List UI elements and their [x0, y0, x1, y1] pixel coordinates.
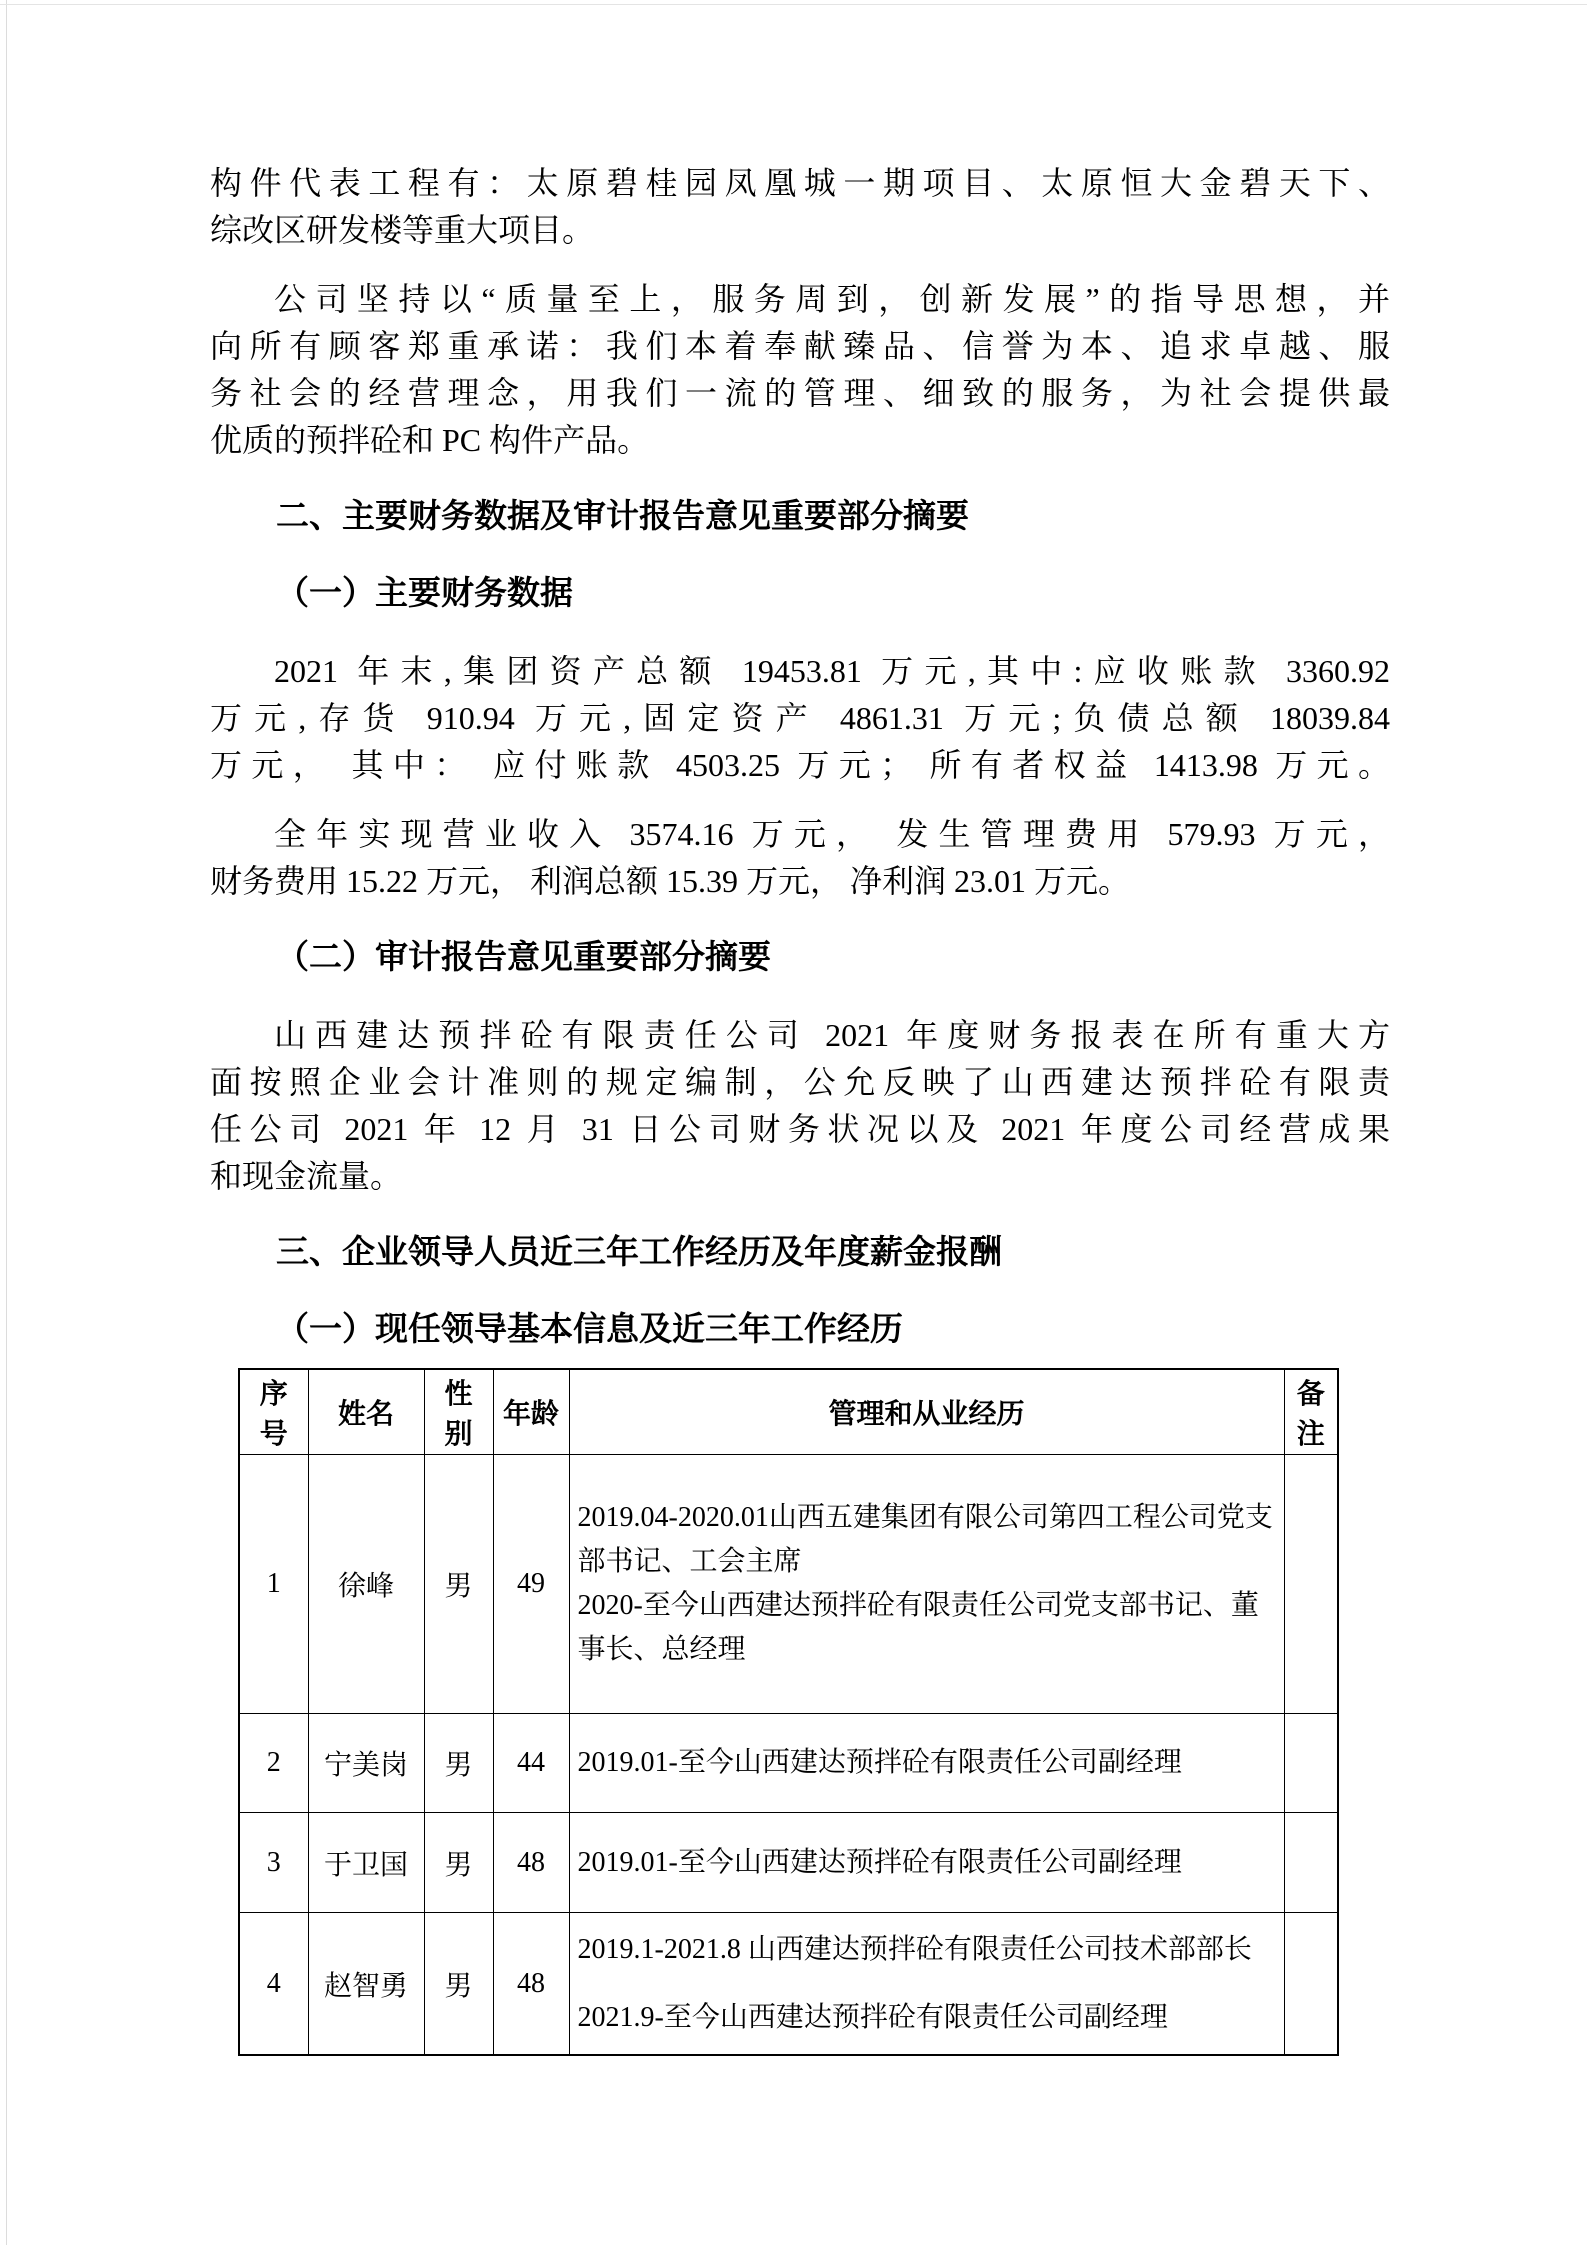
table-cell-note	[1284, 1455, 1338, 1714]
paragraph-line: 财务费用 15.22 万元， 利润总额 15.39 万元， 净利润 23.01 万元。	[210, 863, 1131, 899]
table-cell-experience	[569, 1714, 1284, 1813]
table-cell-age: 49	[493, 1455, 569, 1714]
experience-line: 2019.1-2021.8 山西建达预拌砼有限责任公司技术部部长	[577, 1933, 1252, 1965]
table-row	[239, 1455, 1338, 1714]
table-header-cell: 年龄	[493, 1369, 569, 1455]
table-cell-seq: 4	[239, 1913, 308, 2056]
table-header-cell: 性别	[424, 1369, 493, 1455]
document-body	[210, 160, 1390, 2056]
leaders-table-head	[239, 1369, 1338, 1455]
body-paragraph	[210, 648, 1390, 789]
body-paragraph	[210, 811, 1390, 905]
table-cell-gender: 男	[424, 1714, 493, 1813]
scan-edge-artifact	[6, 0, 7, 2245]
table-cell-age: 48	[493, 1813, 569, 1913]
paragraph-line: 向所有顾客郑重承诺：我们本着奉献臻品、信誉为本、追求卓越、服	[210, 328, 1390, 364]
paragraph-line: 任公司 2021 年 12 月 31 日公司财务状况以及 2021 年度公司经营成果	[210, 1111, 1390, 1147]
table-cell-note	[1284, 1714, 1338, 1813]
paragraph-line: 全年实现营业收入 3574.16 万元， 发生管理费用 579.93 万元，	[274, 816, 1390, 852]
table-cell-seq: 3	[239, 1813, 308, 1913]
paragraph-line: 面按照企业会计准则的规定编制，公允反映了山西建达预拌砼有限责	[210, 1064, 1390, 1100]
section-heading: （一）主要财务数据	[276, 576, 573, 612]
table-cell-gender: 男	[424, 1813, 493, 1913]
table-row	[239, 1813, 1338, 1913]
paragraph-line: 和现金流量。	[210, 1158, 403, 1194]
section-heading: （二）审计报告意见重要部分摘要	[276, 940, 771, 976]
table-cell-gender: 男	[424, 1455, 493, 1714]
body-paragraph	[210, 1012, 1390, 1200]
body-paragraph	[210, 160, 1390, 254]
table-row	[239, 1913, 1338, 2056]
paragraph-line: 万元， 其中： 应付账款 4503.25 万元； 所有者权益 1413.98 万元。	[210, 747, 1390, 783]
table-cell-name: 徐峰	[308, 1455, 424, 1714]
document-text-blocks	[210, 160, 1390, 1354]
section-heading: 三、企业领导人员近三年工作经历及年度薪金报酬	[276, 1235, 1002, 1271]
experience-line: 2020-至今山西建达预拌砼有限责任公司党支部书记、董事长、总经理	[577, 1590, 1259, 1665]
experience-line: 2019.01-至今山西建达预拌砼有限责任公司副经理	[577, 1846, 1182, 1878]
experience-line: 2019.01-至今山西建达预拌砼有限责任公司副经理	[577, 1747, 1182, 1778]
table-cell-gender: 男	[424, 1913, 493, 2056]
table-cell-seq: 2	[239, 1714, 308, 1813]
table-cell-experience	[569, 1813, 1284, 1913]
paragraph-line: 公司坚持以“质量至上，服务周到，创新发展”的指导思想，并	[274, 281, 1390, 317]
table-cell-experience	[569, 1455, 1284, 1714]
leaders-table	[238, 1368, 1339, 2056]
experience-line: 2021.9-至今山西建达预拌砼有限责任公司副经理	[577, 2001, 1168, 2033]
table-header-cell: 序号	[239, 1369, 308, 1455]
paragraph-line: 务社会的经营理念，用我们一流的管理、细致的服务，为社会提供最	[210, 375, 1390, 411]
scan-edge-artifact	[0, 4, 1587, 5]
table-cell-note	[1284, 1913, 1338, 2056]
paragraph-line: 构件代表工程有：太原碧桂园凤凰城一期项目、太原恒大金碧天下、	[210, 165, 1390, 201]
table-cell-seq: 1	[239, 1455, 308, 1714]
body-paragraph	[210, 276, 1390, 464]
table-cell-name: 赵智勇	[308, 1913, 424, 2056]
paragraph-line: 优质的预拌砼和 PC 构件产品。	[210, 422, 650, 458]
paragraph-line: 万元,存货 910.94 万元,固定资产 4861.31 万元;负债总额 18039.84	[210, 700, 1390, 736]
section-heading: 二、主要财务数据及审计报告意见重要部分摘要	[276, 499, 969, 535]
table-cell-name: 于卫国	[308, 1813, 424, 1913]
leaders-table-body	[239, 1455, 1338, 2056]
experience-line: 2019.04-2020.01山西五建集团有限公司第四工程公司党支部书记、工会主席	[577, 1502, 1273, 1577]
table-header-cell: 备注	[1284, 1369, 1338, 1455]
table-header-cell: 管理和从业经历	[569, 1369, 1284, 1455]
paragraph-line: 山西建达预拌砼有限责任公司 2021 年度财务报表在所有重大方	[274, 1017, 1390, 1053]
table-header-row	[239, 1369, 1338, 1455]
table-cell-name: 宁美岗	[308, 1714, 424, 1813]
table-cell-note	[1284, 1813, 1338, 1913]
table-cell-age: 44	[493, 1714, 569, 1813]
table-row	[239, 1714, 1338, 1813]
section-heading: （一）现任领导基本信息及近三年工作经历	[276, 1312, 903, 1348]
table-cell-experience	[569, 1913, 1284, 2056]
table-cell-age: 48	[493, 1913, 569, 2056]
table-header-cell: 姓名	[308, 1369, 424, 1455]
paragraph-line: 综改区研发楼等重大项目。	[210, 212, 595, 248]
paragraph-line: 2021 年末,集团资产总额 19453.81 万元,其中:应收账款 3360.92	[274, 653, 1390, 689]
